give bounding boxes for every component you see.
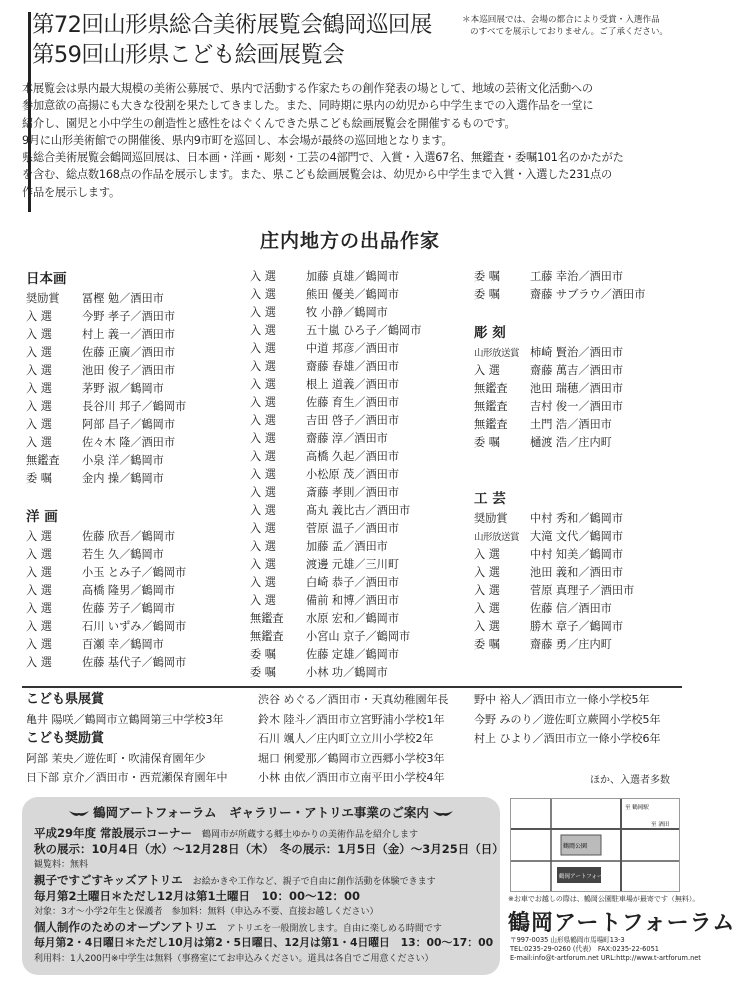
guide-line: 利用料：1人200円※中学生は無料（事務室にてお申込みください。道具は各自でご用意ください） <box>34 954 434 964</box>
address: 〒997-0035 山形県鶴岡市馬場町13-3 <box>510 936 625 944</box>
artist-row <box>26 326 186 344</box>
artist-name: 柿崎 賢治／酒田市 <box>530 346 624 359</box>
artist-name: 水原 宏和／鶴岡市 <box>306 612 400 625</box>
guide-line <box>34 872 436 888</box>
intro-line: 紹介し、園児と小中学生の創造性と感性をはぐくんできた県こども絵画展覧会を開催するものです。 <box>22 116 516 130</box>
award-label: 委 嘱 <box>250 666 276 679</box>
artist-row <box>250 592 421 610</box>
award-label: 無鑑査 <box>474 382 508 395</box>
artist-row <box>250 448 421 466</box>
award-label: 入 選 <box>26 584 52 597</box>
artist-name: 池田 俊子／酒田市 <box>82 364 176 377</box>
award-label: 委 嘱 <box>474 270 500 283</box>
artist-name: 白崎 恭子／酒田市 <box>306 576 400 589</box>
divider <box>22 686 682 688</box>
artist-row <box>26 564 186 582</box>
artist-name: 加藤 孟／酒田市 <box>306 540 388 553</box>
artist-row <box>250 484 421 502</box>
award-label: 委 嘱 <box>474 638 500 651</box>
artist-name: 佐藤 正廣／酒田市 <box>82 346 176 359</box>
artist-row <box>26 362 186 380</box>
artist-row <box>250 610 421 628</box>
category-heading: 工 芸 <box>474 491 506 507</box>
guide-line: 毎月第2土曜日＊ただし12月は第1土曜日 10：00～12：00 <box>34 889 361 903</box>
title-1: 第72回山形県総合美術展覧会鶴岡巡回展 <box>32 12 432 38</box>
artist-name: 佐々木 隆／酒田市 <box>82 436 176 449</box>
award-label: 入 選 <box>26 364 52 377</box>
artist-row <box>474 636 645 654</box>
award-label: 入 選 <box>26 602 52 615</box>
guide-subtitle: 平成29年度 常設展示コーナー <box>34 826 193 840</box>
artist-row <box>26 546 186 564</box>
kids-award-column-3 <box>474 690 661 749</box>
award-label: 入 選 <box>250 270 276 283</box>
award-label: 奨励賞 <box>26 292 60 305</box>
artist-row <box>250 430 421 448</box>
award-label: 入 選 <box>26 400 52 413</box>
artist-name: 小玉 とみ子／鶴岡市 <box>82 566 187 579</box>
award-label: 奨励賞 <box>474 512 508 525</box>
kid-winner: 阿部 茉央／遊佐町・吹浦保育園年少 <box>26 751 206 765</box>
award-label: 委 嘱 <box>26 472 52 485</box>
artist-name: 佐藤 欣吾／鶴岡市 <box>82 530 176 543</box>
artist-name: 備前 和博／酒田市 <box>306 594 400 607</box>
artist-row <box>250 358 421 376</box>
artist-name: 佐藤 基代子／鶴岡市 <box>82 656 187 669</box>
award-label: 無鑑査 <box>474 418 508 431</box>
artist-row <box>26 582 186 600</box>
artist-name: 佐藤 芳子／鶴岡市 <box>82 602 176 615</box>
award-label: 入 選 <box>26 656 52 669</box>
artist-name: 池田 義和／酒田市 <box>530 566 624 579</box>
artist-name: 高橋 久起／酒田市 <box>306 450 400 463</box>
guide-line: 秋の展示：10月4日（水）～12月28日（木） 冬の展示：1月5日（金）～3月25日（日） <box>34 842 504 856</box>
award-label: 入 選 <box>26 548 52 561</box>
award-label: 入 選 <box>474 566 500 579</box>
artist-name: 中村 秀和／鶴岡市 <box>530 512 624 525</box>
artist-name: 百瀬 幸／鶴岡市 <box>82 638 164 651</box>
award-label: 入 選 <box>250 378 276 391</box>
bird-right-icon <box>433 810 453 818</box>
artist-row <box>474 344 645 362</box>
award-label: 入 選 <box>250 360 276 373</box>
artist-row <box>250 376 421 394</box>
notice-line: ＊本巡回展では、会場の都合により受賞・入選作品 <box>462 15 660 25</box>
artist-name: 佐藤 信／酒田市 <box>530 602 612 615</box>
kid-winner: 渋谷 めぐる／酒田市・天真幼稚園年長 <box>258 693 449 706</box>
artist-row <box>474 528 645 546</box>
award-label: 入 選 <box>250 324 276 337</box>
artist-row <box>474 268 645 286</box>
kid-winner: 小林 由依／酒田市立南平田小学校4年 <box>258 771 445 784</box>
artist-name: 齋藤 サブラウ／酒田市 <box>530 288 646 301</box>
artist-row <box>474 380 645 398</box>
intro-line: を含む、総点数168点の作品を展示します。また、県こども絵画展覧会は、幼児から中学生まで入賞・入選した231点の <box>22 168 612 182</box>
award-label: 入 選 <box>250 558 276 571</box>
intro-line: 作品を展示します。 <box>22 185 120 199</box>
artist-name: 高橋 隆男／鶴岡市 <box>82 584 176 597</box>
award-label: 入 選 <box>474 364 500 377</box>
intro-line: 9月に山形美術館での開催後、県内9市町を巡回し、本会場が最終の巡回地となります。 <box>22 133 453 147</box>
guide-line: 対象：3才～小学2年生と保護者 参加料：無料（申込み不要、直接お越しください） <box>34 907 379 917</box>
award-label: 入 選 <box>26 418 52 431</box>
artist-row <box>250 412 421 430</box>
kids-award-column-2 <box>258 690 449 788</box>
artist-name: 中村 知美／鶴岡市 <box>530 548 624 561</box>
artist-name: 齋藤 勇／庄内町 <box>530 638 612 651</box>
guide-box <box>22 797 504 975</box>
artist-name: 石川 いずみ／鶴岡市 <box>82 620 187 633</box>
artist-name: 渡邊 元雄／三川町 <box>306 558 400 571</box>
artist-row <box>250 574 421 592</box>
award-label: 入 選 <box>250 288 276 301</box>
artist-name: 菅原 温子／酒田市 <box>306 522 400 535</box>
artist-name: 五十嵐 ひろ子／鶴岡市 <box>306 324 422 337</box>
artist-row <box>250 628 421 646</box>
artist-row <box>250 646 421 664</box>
artist-name: 吉田 啓子／酒田市 <box>306 414 400 427</box>
intro-line: 県総合美術展覧会鶴岡巡回展は、日本画・洋画・彫刻・工芸の4部門で、入賞・入選67名、無鑑査・委嘱101名のかたがた <box>22 151 624 165</box>
artist-name: 大滝 文代／鶴岡市 <box>530 530 624 543</box>
artist-row <box>474 362 645 380</box>
artist-name: 吉村 俊一／酒田市 <box>530 400 624 413</box>
artists-heading: 庄内地方の出品作家 <box>259 230 440 252</box>
award-label: 入 選 <box>474 584 500 597</box>
title-2: 第59回山形県こども絵画展覧会 <box>32 42 345 68</box>
artist-row <box>474 582 645 600</box>
award-label: 委 嘱 <box>474 436 500 449</box>
spacer <box>474 452 645 470</box>
artist-name: 金内 操／鶴岡市 <box>82 472 164 485</box>
artist-row <box>26 290 186 308</box>
artist-name: 長谷川 邦子／鶴岡市 <box>82 400 187 413</box>
artist-row <box>474 546 645 564</box>
intro-line: 参加意欲の高揚にも大きな役割を果たしてきました。また、同時期に県内の幼児から中学生までの入選作品を一堂に <box>22 99 594 113</box>
guide-title-text: 鶴岡アートフォーラム ギャラリー・アトリエ事業のご案内 <box>93 805 429 820</box>
artist-row <box>26 398 186 416</box>
map-drawing <box>511 799 679 891</box>
artist-name: 茅野 淑／鶴岡市 <box>82 382 164 395</box>
award-label: 山形放送賞 <box>474 532 520 543</box>
award-label: 山形放送賞 <box>474 348 520 359</box>
artist-row <box>250 322 421 340</box>
guide-line <box>34 825 418 841</box>
artist-name: 佐藤 定雄／鶴岡市 <box>306 648 400 661</box>
artist-name: 佐藤 育生／酒田市 <box>306 396 400 409</box>
map-label: 鶴岡アートフォーラム <box>559 874 614 880</box>
artist-name: 池田 瑞穂／酒田市 <box>530 382 624 395</box>
kid-winner: 亀井 陽咲／鶴岡市立鶴岡第三中学校3年 <box>26 712 224 726</box>
notice-line: のすべてを展示しておりません。ご了承ください。 <box>470 27 669 37</box>
artist-row <box>474 510 645 528</box>
artist-row <box>26 618 186 636</box>
access-map <box>510 798 680 892</box>
award-label: 委 嘱 <box>250 648 276 661</box>
award-label: 無鑑査 <box>26 454 60 467</box>
artist-row <box>26 636 186 654</box>
artist-row <box>474 564 645 582</box>
notice <box>462 14 668 38</box>
award-heading: こども県展賞 <box>26 692 105 707</box>
artists-column-3 <box>474 268 645 654</box>
artist-row <box>250 466 421 484</box>
award-label: 入 選 <box>250 414 276 427</box>
award-label: 入 選 <box>26 530 52 543</box>
guide-line <box>34 919 442 935</box>
map-label: 至 鶴岡駅 <box>625 805 649 811</box>
artist-name: 髙丸 義比古／酒田市 <box>306 504 411 517</box>
artist-row <box>250 538 421 556</box>
artist-name: 村上 義一／酒田市 <box>82 328 176 341</box>
category-heading: 彫 刻 <box>474 325 506 341</box>
guide-desc: 鶴岡市が所蔵する郷土ゆかりの美術作品を紹介します <box>202 830 419 840</box>
artist-name: 小泉 洋／鶴岡市 <box>82 454 164 467</box>
award-label: 入 選 <box>250 486 276 499</box>
artist-row <box>26 380 186 398</box>
artist-row <box>26 434 186 452</box>
bird-left-icon <box>69 810 89 818</box>
intro-line: 本展覧会は県内最大規模の美術公募展で、県内で活動する作家たちの創作発表の場として、地域の芸術文化活動への <box>22 82 593 95</box>
artist-row <box>250 304 421 322</box>
artists-column-2 <box>250 268 421 682</box>
artist-name: 牧 小静／鶴岡市 <box>306 306 388 319</box>
artist-row <box>26 452 186 470</box>
artist-name: 齋藤 春雄／酒田市 <box>306 360 400 373</box>
award-label: 入 選 <box>26 346 52 359</box>
award-heading: こども奨励賞 <box>26 731 105 746</box>
kid-winner: 野中 裕人／酒田市立一條小学校5年 <box>474 693 650 706</box>
guide-title <box>22 803 500 821</box>
guide-desc: お絵かきや工作など、親子で自由に創作活動を体験できます <box>192 877 436 887</box>
guide-subtitle: 個人制作のためのオープンアトリエ <box>34 920 217 934</box>
award-label: 入 選 <box>26 328 52 341</box>
phone: TEL:0235-29-0260 (代表) FAX:0235-22-6051 <box>510 945 659 953</box>
award-label: 入 選 <box>474 548 500 561</box>
artist-row <box>474 618 645 636</box>
parking-note: ※お車でお越しの際は、鶴岡公園駐車場が最寄です（無料）。 <box>508 895 700 903</box>
award-label: 入 選 <box>250 306 276 319</box>
kid-winner: 鈴木 陸斗／酒田市立宮野浦小学校1年 <box>258 712 445 726</box>
spacer <box>474 304 645 322</box>
category-heading: 日本画 <box>26 271 67 287</box>
artist-row <box>250 394 421 412</box>
artist-row <box>26 600 186 618</box>
award-label: 委 嘱 <box>474 288 500 301</box>
artist-row <box>474 434 645 452</box>
artist-name: 小宮山 京子／鶴岡市 <box>306 630 411 643</box>
award-label: 入 選 <box>250 450 276 463</box>
artist-name: 今野 孝子／酒田市 <box>82 310 176 323</box>
artist-name: 勝木 章子／鶴岡市 <box>530 620 624 633</box>
artist-row <box>474 600 645 618</box>
award-label: 入 選 <box>26 566 52 579</box>
award-label: 入 選 <box>250 468 276 481</box>
artist-row <box>250 664 421 682</box>
artist-name: 齋藤 萬吉／酒田市 <box>530 364 624 377</box>
artist-row <box>250 286 421 304</box>
artist-row <box>26 308 186 326</box>
spacer <box>474 470 645 488</box>
kid-winner: 堀口 俐愛那／鶴岡市立西郷小学校3年 <box>258 751 445 765</box>
artist-row <box>250 268 421 286</box>
artist-row <box>26 416 186 434</box>
kids-award-column-1 <box>26 690 228 788</box>
artist-row <box>250 340 421 358</box>
award-label: 入 選 <box>250 432 276 445</box>
artist-name: 小林 功／鶴岡市 <box>306 666 388 679</box>
artist-row <box>26 470 186 488</box>
intro-text <box>22 80 690 201</box>
spacer <box>26 488 186 506</box>
artist-name: 菅原 真理子／酒田市 <box>530 584 635 597</box>
artist-name: 斎藤 孝則／酒田市 <box>306 486 400 499</box>
others-note: ほか、入選者多数 <box>590 775 670 786</box>
artist-row <box>474 416 645 434</box>
award-label: 入 選 <box>26 310 52 323</box>
award-label: 入 選 <box>250 522 276 535</box>
artist-row <box>250 502 421 520</box>
award-label: 入 選 <box>250 540 276 553</box>
kid-winner: 今野 みのり／遊佐町立蕨岡小学校5年 <box>474 712 661 726</box>
artist-name: 樋渡 浩／庄内町 <box>530 436 612 449</box>
award-label: 入 選 <box>26 436 52 449</box>
guide-line: 毎月第2・4日曜日＊ただし10月は第2・5日曜日、12月は第1・4日曜日 13：00～17：00 <box>34 936 494 949</box>
artist-name: 加藤 貞雄／鶴岡市 <box>306 270 400 283</box>
artist-name: 中道 邦彦／酒田市 <box>306 342 400 355</box>
artist-name: 齋藤 淳／酒田市 <box>306 432 388 445</box>
award-label: 無鑑査 <box>250 612 284 625</box>
artist-row <box>250 520 421 538</box>
award-label: 入 選 <box>250 342 276 355</box>
map-label: 至 酒田 <box>651 822 670 828</box>
category-heading: 洋 画 <box>26 509 58 525</box>
kid-winner: 日下部 京介／酒田市・西荒瀬保育園年中 <box>26 771 228 784</box>
artist-name: 土門 浩／酒田市 <box>530 418 612 431</box>
award-label: 入 選 <box>26 620 52 633</box>
artist-name: 冨樫 勉／酒田市 <box>82 292 164 305</box>
award-label: 入 選 <box>26 638 52 651</box>
artist-row <box>474 286 645 304</box>
award-label: 入 選 <box>474 602 500 615</box>
award-label: 入 選 <box>250 396 276 409</box>
award-label: 入 選 <box>474 620 500 633</box>
guide-desc: アトリエを一般開放します。自由に楽しめる時間です <box>226 924 442 934</box>
artists-column-1 <box>26 268 186 672</box>
artist-row <box>26 344 186 362</box>
artist-row <box>474 398 645 416</box>
artist-row <box>26 528 186 546</box>
award-label: 無鑑査 <box>474 400 508 413</box>
guide-subtitle: 親子ですごすキッズアトリエ <box>34 873 183 887</box>
artist-row <box>26 654 186 672</box>
award-label: 入 選 <box>26 382 52 395</box>
guide-line: 観覧料：無料 <box>34 860 89 870</box>
artist-name: 熊田 優美／鶴岡市 <box>306 288 400 301</box>
map-label: 鶴岡公園 <box>563 843 588 850</box>
logo: 鶴岡アートフォーラム <box>508 911 735 936</box>
award-label: 入 選 <box>250 576 276 589</box>
artist-name: 小松原 茂／酒田市 <box>306 468 400 481</box>
artist-name: 根上 道義／酒田市 <box>306 378 400 391</box>
award-label: 入 選 <box>250 504 276 517</box>
artist-name: 工藤 幸治／酒田市 <box>530 270 624 283</box>
artist-name: 若生 久／鶴岡市 <box>82 548 164 561</box>
email-url: E-mail:info@t-artforum.net URL:http://www.t-artforum.net <box>510 954 701 962</box>
artist-row <box>250 556 421 574</box>
artist-name: 阿部 昌子／鶴岡市 <box>82 418 176 431</box>
kid-winner: 石川 颯人／庄内町立立川小学校2年 <box>258 732 434 745</box>
kid-winner: 村上 ひより／酒田市立一條小学校6年 <box>474 732 661 745</box>
award-label: 入 選 <box>250 594 276 607</box>
award-label: 無鑑査 <box>250 630 284 643</box>
